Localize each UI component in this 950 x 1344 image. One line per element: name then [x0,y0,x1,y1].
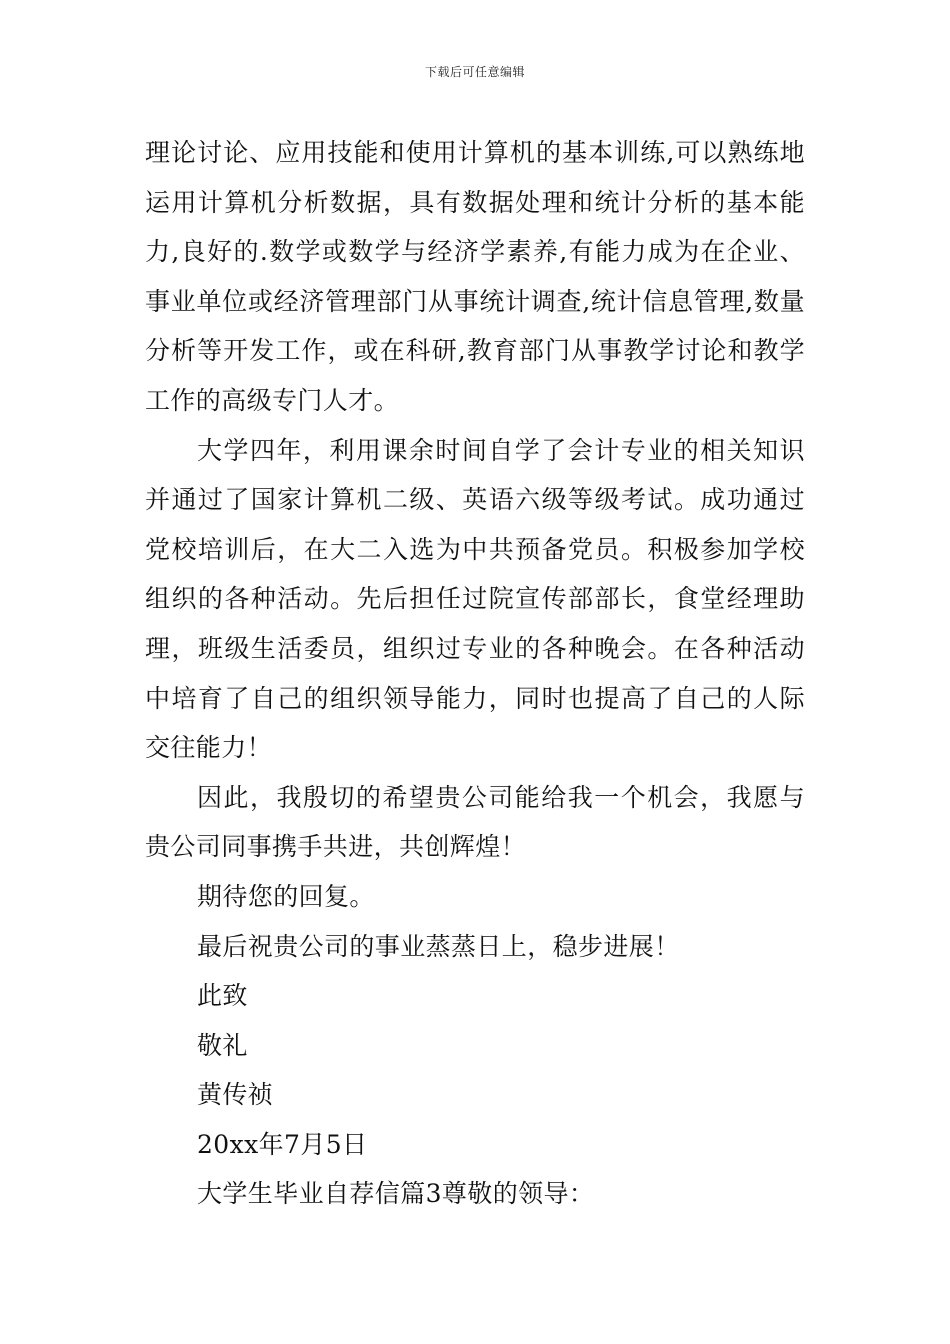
paragraph-continued: 理论讨论、应用技能和使用计算机的基本训练,可以熟练地运用计算机分析数据，具有数据处理和统计分析的基本能力,良好的.数学或数学与经济学素养,有能力成为在企业、事业单位或经济管理部门从事统计调查,统计信息管理,数量分析等开发工作，或在科研,教育部门从事教学讨论和教学工作的高级专门人才。 [145,138,805,415]
signature: 黄传祯 [197,1080,274,1110]
date-line: 20xx年7月5日 [197,1129,368,1159]
looking-forward-line: 期待您的回复。 [197,881,375,911]
page-header: 下载后可任意编辑 [424,65,525,79]
wishes-line: 最后祝贵公司的事业蒸蒸日上，稳步进展！ [197,931,680,961]
salutation-line-1: 此致 [197,981,248,1011]
paragraph-request: 因此，我殷切的希望贵公司能给我一个机会，我愿与贵公司同事携手共进，共创辉煌！ [145,782,805,862]
paragraph-university-experience: 大学四年，利用课余时间自学了会计专业的相关知识并通过了国家计算机二级、英语六级等级考试。成功通过党校培训后，在大二入选为中共预备党员。积极参加学校组织的各种活动。先后担任过院宣传部部长，食堂经理助理，班级生活委员，组织过专业的各种晚会。在各种活动中培育了自己的组织领导能力，同时也提高了自己的人际交往能力！ [145,435,805,763]
next-letter-title: 大学生毕业自荐信篇3尊敬的领导： [197,1179,595,1209]
letter-body [145,128,805,1219]
salutation-line-2: 敬礼 [197,1030,248,1060]
